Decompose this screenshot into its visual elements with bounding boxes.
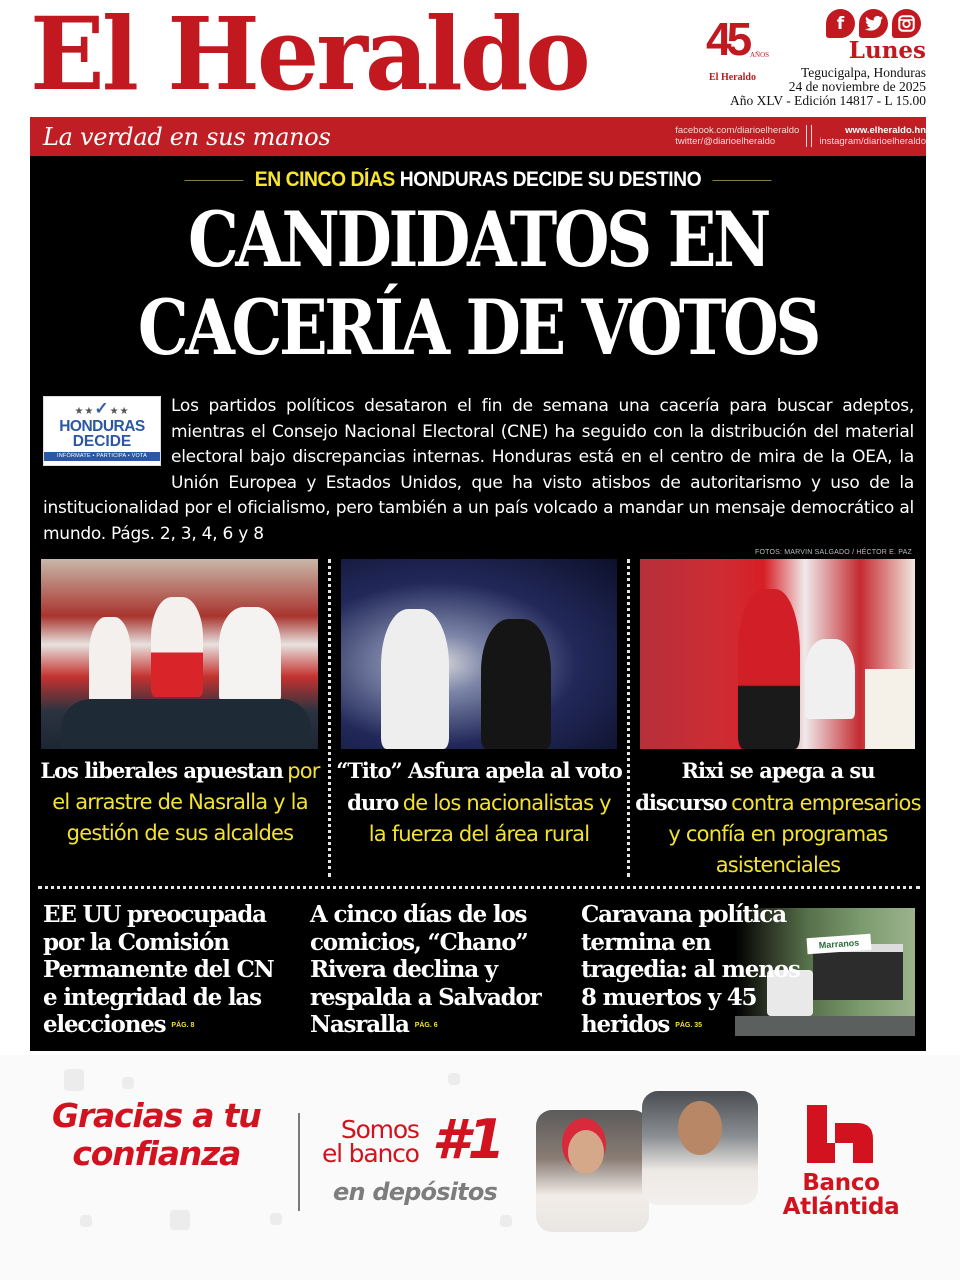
decor-square — [170, 1210, 190, 1230]
story-bold: Los liberales apuestan — [40, 758, 283, 783]
brief-eeuu[interactable] — [43, 901, 293, 1040]
person-figure — [219, 607, 281, 703]
instagram-link[interactable]: instagram/diarioelheraldo — [819, 136, 926, 147]
anniversary-number: 45 — [706, 13, 748, 65]
slogan-line-2: confianza — [72, 1134, 241, 1173]
column-divider — [627, 559, 630, 877]
caravan-banner: Marranos — [807, 934, 872, 954]
camera-icon — [898, 15, 915, 32]
claim-number: #1 — [432, 1108, 504, 1171]
kicker-text: HONDURAS DECIDE SU DESTINO — [399, 168, 702, 191]
ad-divider — [298, 1113, 300, 1211]
brief-title: Caravana política termina en tragedia: al menos 8 muertos y 45 heridos — [581, 901, 800, 1038]
kicker-rule-right — [712, 180, 771, 181]
brief-title: A cinco días de los comicios, “Chano” Rivera declina y respalda a Salvador Nasralla — [310, 901, 541, 1038]
twitter-bird-icon — [865, 16, 883, 31]
lead-headline[interactable] — [102, 196, 855, 372]
decor-square — [270, 1213, 282, 1225]
ad-photo-man — [642, 1091, 758, 1205]
car-roof — [61, 699, 311, 749]
edition-number: Año XLV - Edición 14817 - L 15.00 — [730, 93, 926, 108]
instagram-icon[interactable] — [892, 9, 921, 38]
story-asfura[interactable] — [336, 756, 622, 851]
weekday: Lunes — [848, 37, 926, 64]
front-page-panel — [30, 156, 926, 1051]
tagline: La verdad en sus manos — [43, 123, 331, 151]
date: 24 de noviembre de 2025 — [788, 79, 926, 94]
ad-slogan — [52, 1097, 261, 1173]
story-bold: Rixi se apega a su discurso — [635, 758, 875, 815]
facebook-link[interactable]: facebook.com/diarioelheraldo — [675, 125, 800, 136]
bank-advertisement[interactable] — [0, 1055, 960, 1280]
social-links-right — [819, 125, 926, 147]
brief-caravana[interactable] — [581, 901, 801, 1040]
headline-line-1: CANDIDATOS EN — [187, 195, 769, 284]
person-figure — [805, 639, 855, 719]
claim-line-3: en depósitos — [333, 1178, 498, 1206]
decor-square — [122, 1077, 134, 1089]
kicker-highlight: EN CINCO DÍAS — [254, 168, 395, 191]
liberal-candidates-photo[interactable] — [41, 559, 318, 749]
masthead — [0, 0, 960, 117]
social-links — [675, 125, 926, 147]
page-ref: PÁG. 8 — [171, 1022, 195, 1030]
claim-line-2: el banco — [322, 1139, 419, 1168]
decor-square — [500, 1215, 512, 1227]
decor-square — [448, 1073, 460, 1085]
social-icons — [826, 9, 921, 38]
row-divider — [38, 886, 920, 889]
ad-claim — [322, 1115, 419, 1168]
anniversary-label: AÑOS — [750, 51, 770, 59]
twitter-icon[interactable] — [859, 9, 888, 38]
tagline-band — [30, 117, 926, 156]
photo-credit: FOTOS: MARVIN SALGADO / HÉCTOR E. PAZ — [754, 549, 912, 556]
bank-name-line-2: Atlántida — [782, 1194, 900, 1220]
asfura-rally-photo[interactable] — [341, 559, 617, 749]
website-link[interactable]: www.elheraldo.hn — [845, 125, 926, 136]
column-divider — [328, 559, 331, 877]
story-liberales[interactable] — [38, 756, 322, 850]
page-ref: PÁG. 35 — [675, 1022, 703, 1030]
brief-title: EE UU preocupada por la Comisión Permanente del CN e integridad de las elecciones — [43, 901, 274, 1038]
twitter-link[interactable]: twitter/@diarioelheraldo — [675, 136, 776, 147]
kicker-rule-left — [185, 180, 244, 181]
campaign-poster — [865, 669, 915, 749]
story-light: contra empresarios y confía en programas asistenciales — [668, 791, 921, 877]
claim-line-1: Somos — [340, 1115, 419, 1144]
person-figure — [151, 597, 203, 697]
page-ref: PÁG. 6 — [414, 1022, 438, 1030]
decor-square — [64, 1069, 84, 1091]
face — [678, 1101, 722, 1155]
rixi-rally-photo[interactable] — [640, 559, 915, 749]
headline-line-2: CACERÍA DE VOTOS — [137, 283, 819, 372]
person-figure — [481, 619, 551, 749]
banco-atlantida-logo-icon[interactable] — [805, 1103, 875, 1165]
story-light: por el arrastre de Nasralla y la gestión de sus alcaldes — [52, 759, 320, 845]
newspaper-logo[interactable]: El Heraldo — [30, 0, 588, 113]
stars-check-icon: ★★✓★★ — [74, 399, 130, 418]
person-figure — [738, 589, 800, 749]
social-links-divider — [806, 125, 812, 147]
bank-name — [776, 1171, 906, 1219]
edition-info — [730, 66, 926, 108]
person-figure — [381, 609, 449, 749]
story-light: de los nacionalistas y la fuerza del área rural — [368, 791, 611, 846]
ad-photo-woman — [536, 1110, 649, 1232]
badge-line-2: DECIDE — [72, 433, 132, 450]
badge-line-1: HONDURAS — [59, 418, 145, 435]
lead-kicker — [66, 168, 890, 192]
story-rixi[interactable] — [634, 756, 922, 882]
story-bold: “Tito” Asfura apela al voto duro — [336, 758, 622, 815]
badge-line-3: INFÓRMATE • PARTICIPA • VOTA — [44, 452, 160, 461]
person-figure — [89, 617, 131, 707]
slogan-line-1: Gracias a tu — [52, 1096, 261, 1135]
facebook-icon[interactable]: f — [826, 9, 855, 38]
anniversary-brand: El Heraldo — [709, 72, 756, 83]
face — [568, 1130, 604, 1174]
social-links-left — [675, 125, 799, 147]
decor-square — [80, 1215, 92, 1227]
lead-body: Los partidos políticos desataron el fin de semana una cacería para buscar adeptos, mientras el Consejo Nacional Electoral (CNE) ha seguido con la distribución del material electoral bajo discrepancias internas. Honduras está en el centro de mira de la OEA, la Unión Europea y Estados Unidos, que ha visto atisbos de autoritarismo y uso de la institucionalidad por el oficialismo, pero también a un país volcado a mandar un mensaje democrático al mundo. Págs. 2, 3, 4, 6 y 8 — [43, 396, 914, 544]
city: Tegucigalpa, Honduras — [800, 65, 926, 80]
bank-name-line-1: Banco — [802, 1170, 880, 1196]
brief-chano-rivera[interactable] — [310, 901, 570, 1040]
